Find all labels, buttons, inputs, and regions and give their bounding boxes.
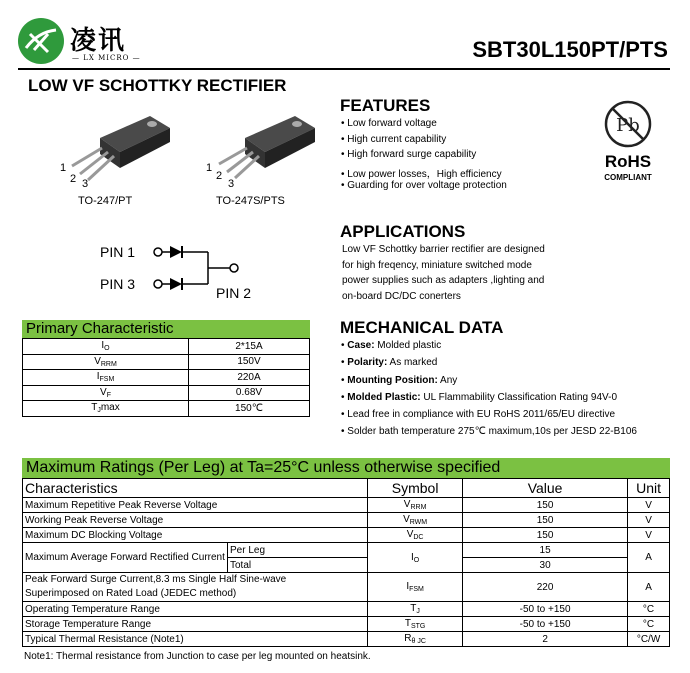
table-cell: $V_{RWM}$ bbox=[368, 513, 463, 528]
rohs-label: RoHS bbox=[604, 152, 652, 171]
table-cell: $R_{\theta JC}$ bbox=[368, 632, 463, 647]
applications-text bbox=[342, 242, 545, 304]
footnote: Note1: Thermal resistance from Junction to case per leg mounted on heatsink. bbox=[24, 651, 371, 662]
table-cell: Maximum Repetitive Peak Reverse Voltage bbox=[23, 498, 368, 513]
table-row bbox=[23, 543, 670, 558]
pin-number: 1 bbox=[206, 162, 213, 174]
param-cell: $V_{RRM}$ bbox=[23, 354, 189, 370]
value-cell: 150℃ bbox=[189, 401, 310, 417]
table-header-row bbox=[23, 479, 670, 498]
pb-symbol: Pb bbox=[616, 115, 640, 136]
table-cell: °C/W bbox=[628, 632, 670, 647]
header-divider bbox=[18, 68, 670, 70]
table-cell: A bbox=[628, 543, 670, 573]
col-header-value: Value bbox=[463, 479, 628, 498]
table-cell: -50 to +150 bbox=[463, 602, 628, 617]
feature-item: • Guarding for over voltage protection bbox=[341, 180, 507, 196]
table-cell: 150 bbox=[463, 513, 628, 528]
value-cell: 150V bbox=[189, 354, 310, 370]
table-cell: Maximum Average Forward Rectified Current bbox=[23, 543, 228, 573]
table-cell: $I_O$ bbox=[368, 543, 463, 573]
pin-number: 3 bbox=[228, 178, 235, 190]
table-row bbox=[23, 385, 310, 401]
pin-number: 3 bbox=[82, 178, 89, 190]
feature-item: • Low forward voltage bbox=[341, 118, 507, 134]
table-cell: Working Peak Reverse Voltage bbox=[23, 513, 368, 528]
table-cell: Per Leg bbox=[228, 543, 368, 558]
table-cell: Typical Thermal Resistance (Note1) bbox=[23, 632, 368, 647]
table-cell: V bbox=[628, 513, 670, 528]
pin1-label: PIN 1 bbox=[100, 244, 136, 260]
mech-item: • Mounting Position: Any bbox=[341, 375, 637, 392]
param-cell: $I_O$ bbox=[23, 339, 189, 355]
table-cell: $I_{FSM}$ bbox=[368, 573, 463, 602]
primary-characteristic-table bbox=[22, 338, 310, 417]
pin-number: 2 bbox=[216, 170, 223, 182]
lead-free-icon bbox=[592, 98, 664, 154]
table-cell: Operating Temperature Range bbox=[23, 602, 368, 617]
mechanical-list bbox=[341, 340, 637, 444]
table-row bbox=[23, 617, 670, 632]
col-header-unit: Unit bbox=[628, 479, 670, 498]
diode-schematic bbox=[150, 240, 250, 300]
features-list bbox=[341, 118, 507, 196]
company-logo bbox=[18, 14, 168, 70]
table-row bbox=[23, 632, 670, 647]
pin-number: 2 bbox=[70, 173, 77, 185]
table-cell: 220 bbox=[463, 573, 628, 602]
table-cell: V bbox=[628, 498, 670, 513]
feature-item: • Low power losses，High efficiency bbox=[341, 165, 507, 181]
mech-item: • Lead free in compliance with EU RoHS 2011/65/EU directive bbox=[341, 409, 637, 426]
param-cell: $I_{FSM}$ bbox=[23, 370, 189, 386]
max-ratings-title: Maximum Ratings (Per Leg) at Ta=25°C unless otherwise specified bbox=[22, 458, 670, 478]
feature-item: • High current capability bbox=[341, 134, 507, 150]
table-cell: 2 bbox=[463, 632, 628, 647]
mech-item: • Polarity: As marked bbox=[341, 357, 637, 374]
col-header-symbol: Symbol bbox=[368, 479, 463, 498]
table-cell: $T_J$ bbox=[368, 602, 463, 617]
pin2-label: PIN 2 bbox=[216, 285, 252, 301]
table-row bbox=[23, 354, 310, 370]
feature-item: • High forward surge capability bbox=[341, 149, 507, 165]
param-cell: $T_J\max$ bbox=[23, 401, 189, 417]
applications-line: power supplies such as adapters ,lighting and bbox=[342, 275, 545, 286]
table-cell: -50 to +150 bbox=[463, 617, 628, 632]
table-row bbox=[23, 528, 670, 543]
table-row bbox=[23, 498, 670, 513]
table-row bbox=[23, 370, 310, 386]
part-number: SBT30L150PT/PTS bbox=[472, 37, 668, 62]
param-cell: $V_F$ bbox=[23, 385, 189, 401]
table-row bbox=[23, 573, 670, 602]
pin-number: 1 bbox=[60, 162, 67, 174]
table-row bbox=[23, 602, 670, 617]
max-ratings-table bbox=[22, 478, 670, 647]
table-row bbox=[23, 339, 310, 355]
logo-mark-icon bbox=[18, 18, 64, 64]
pin3-label: PIN 3 bbox=[100, 276, 136, 292]
package-label: TO-247/PT bbox=[78, 195, 133, 207]
table-row bbox=[23, 401, 310, 417]
logo-english-name: — LX MICRO — bbox=[72, 54, 141, 62]
table-cell: 150 bbox=[463, 498, 628, 513]
primary-characteristic-title: Primary Characteristic bbox=[22, 320, 310, 338]
features-title: FEATURES bbox=[340, 96, 431, 115]
rohs-compliant: COMPLIANT bbox=[604, 173, 652, 182]
table-cell: $T_{STG}$ bbox=[368, 617, 463, 632]
logo-chinese-name: 凌讯 bbox=[70, 26, 127, 56]
mech-item: • Solder bath temperature 275℃ maximum,10s per JESD 22-B106 bbox=[341, 426, 637, 443]
applications-line: on-board DC/DC conerters bbox=[342, 290, 461, 302]
table-cell: 30 bbox=[463, 558, 628, 573]
table-cell: Maximum DC Blocking Voltage bbox=[23, 528, 368, 543]
rohs-badge bbox=[592, 98, 664, 194]
table-cell: 15 bbox=[463, 543, 628, 558]
table-cell: $V_{RRM}$ bbox=[368, 498, 463, 513]
table-cell: $V_{DC}$ bbox=[368, 528, 463, 543]
applications-line: Low VF Schottky barrier rectifier are designed bbox=[342, 244, 545, 255]
value-cell: 2*15A bbox=[189, 339, 310, 355]
package-label: TO-247S/PTS bbox=[216, 195, 285, 207]
table-row bbox=[23, 513, 670, 528]
table-cell: Total bbox=[228, 558, 368, 573]
table-cell: °C bbox=[628, 602, 670, 617]
table-cell: Peak Forward Surge Current,8.3 ms Single Half Sine-wave Superimposed on Rated Load (JEDEC method) bbox=[23, 573, 368, 602]
col-header-characteristics: Characteristics bbox=[23, 479, 368, 498]
mech-item: • Molded Plastic: UL Flammability Classification Rating 94V-0 bbox=[341, 392, 637, 409]
package-image-to247s bbox=[205, 108, 325, 190]
value-cell: 0.68V bbox=[189, 385, 310, 401]
table-cell: 150 bbox=[463, 528, 628, 543]
document-title: LOW VF SCHOTTKY RECTIFIER bbox=[28, 76, 287, 95]
table-cell: A bbox=[628, 573, 670, 602]
mechanical-title: MECHANICAL DATA bbox=[340, 318, 504, 337]
applications-line: for high freqency, miniature switched mode bbox=[342, 259, 532, 271]
table-cell: Storage Temperature Range bbox=[23, 617, 368, 632]
mech-item: • Case: Molded plastic bbox=[341, 340, 637, 357]
value-cell: 220A bbox=[189, 370, 310, 386]
package-image-to247 bbox=[60, 108, 180, 190]
applications-title: APPLICATIONS bbox=[340, 222, 466, 241]
table-cell: °C bbox=[628, 617, 670, 632]
table-cell: V bbox=[628, 528, 670, 543]
